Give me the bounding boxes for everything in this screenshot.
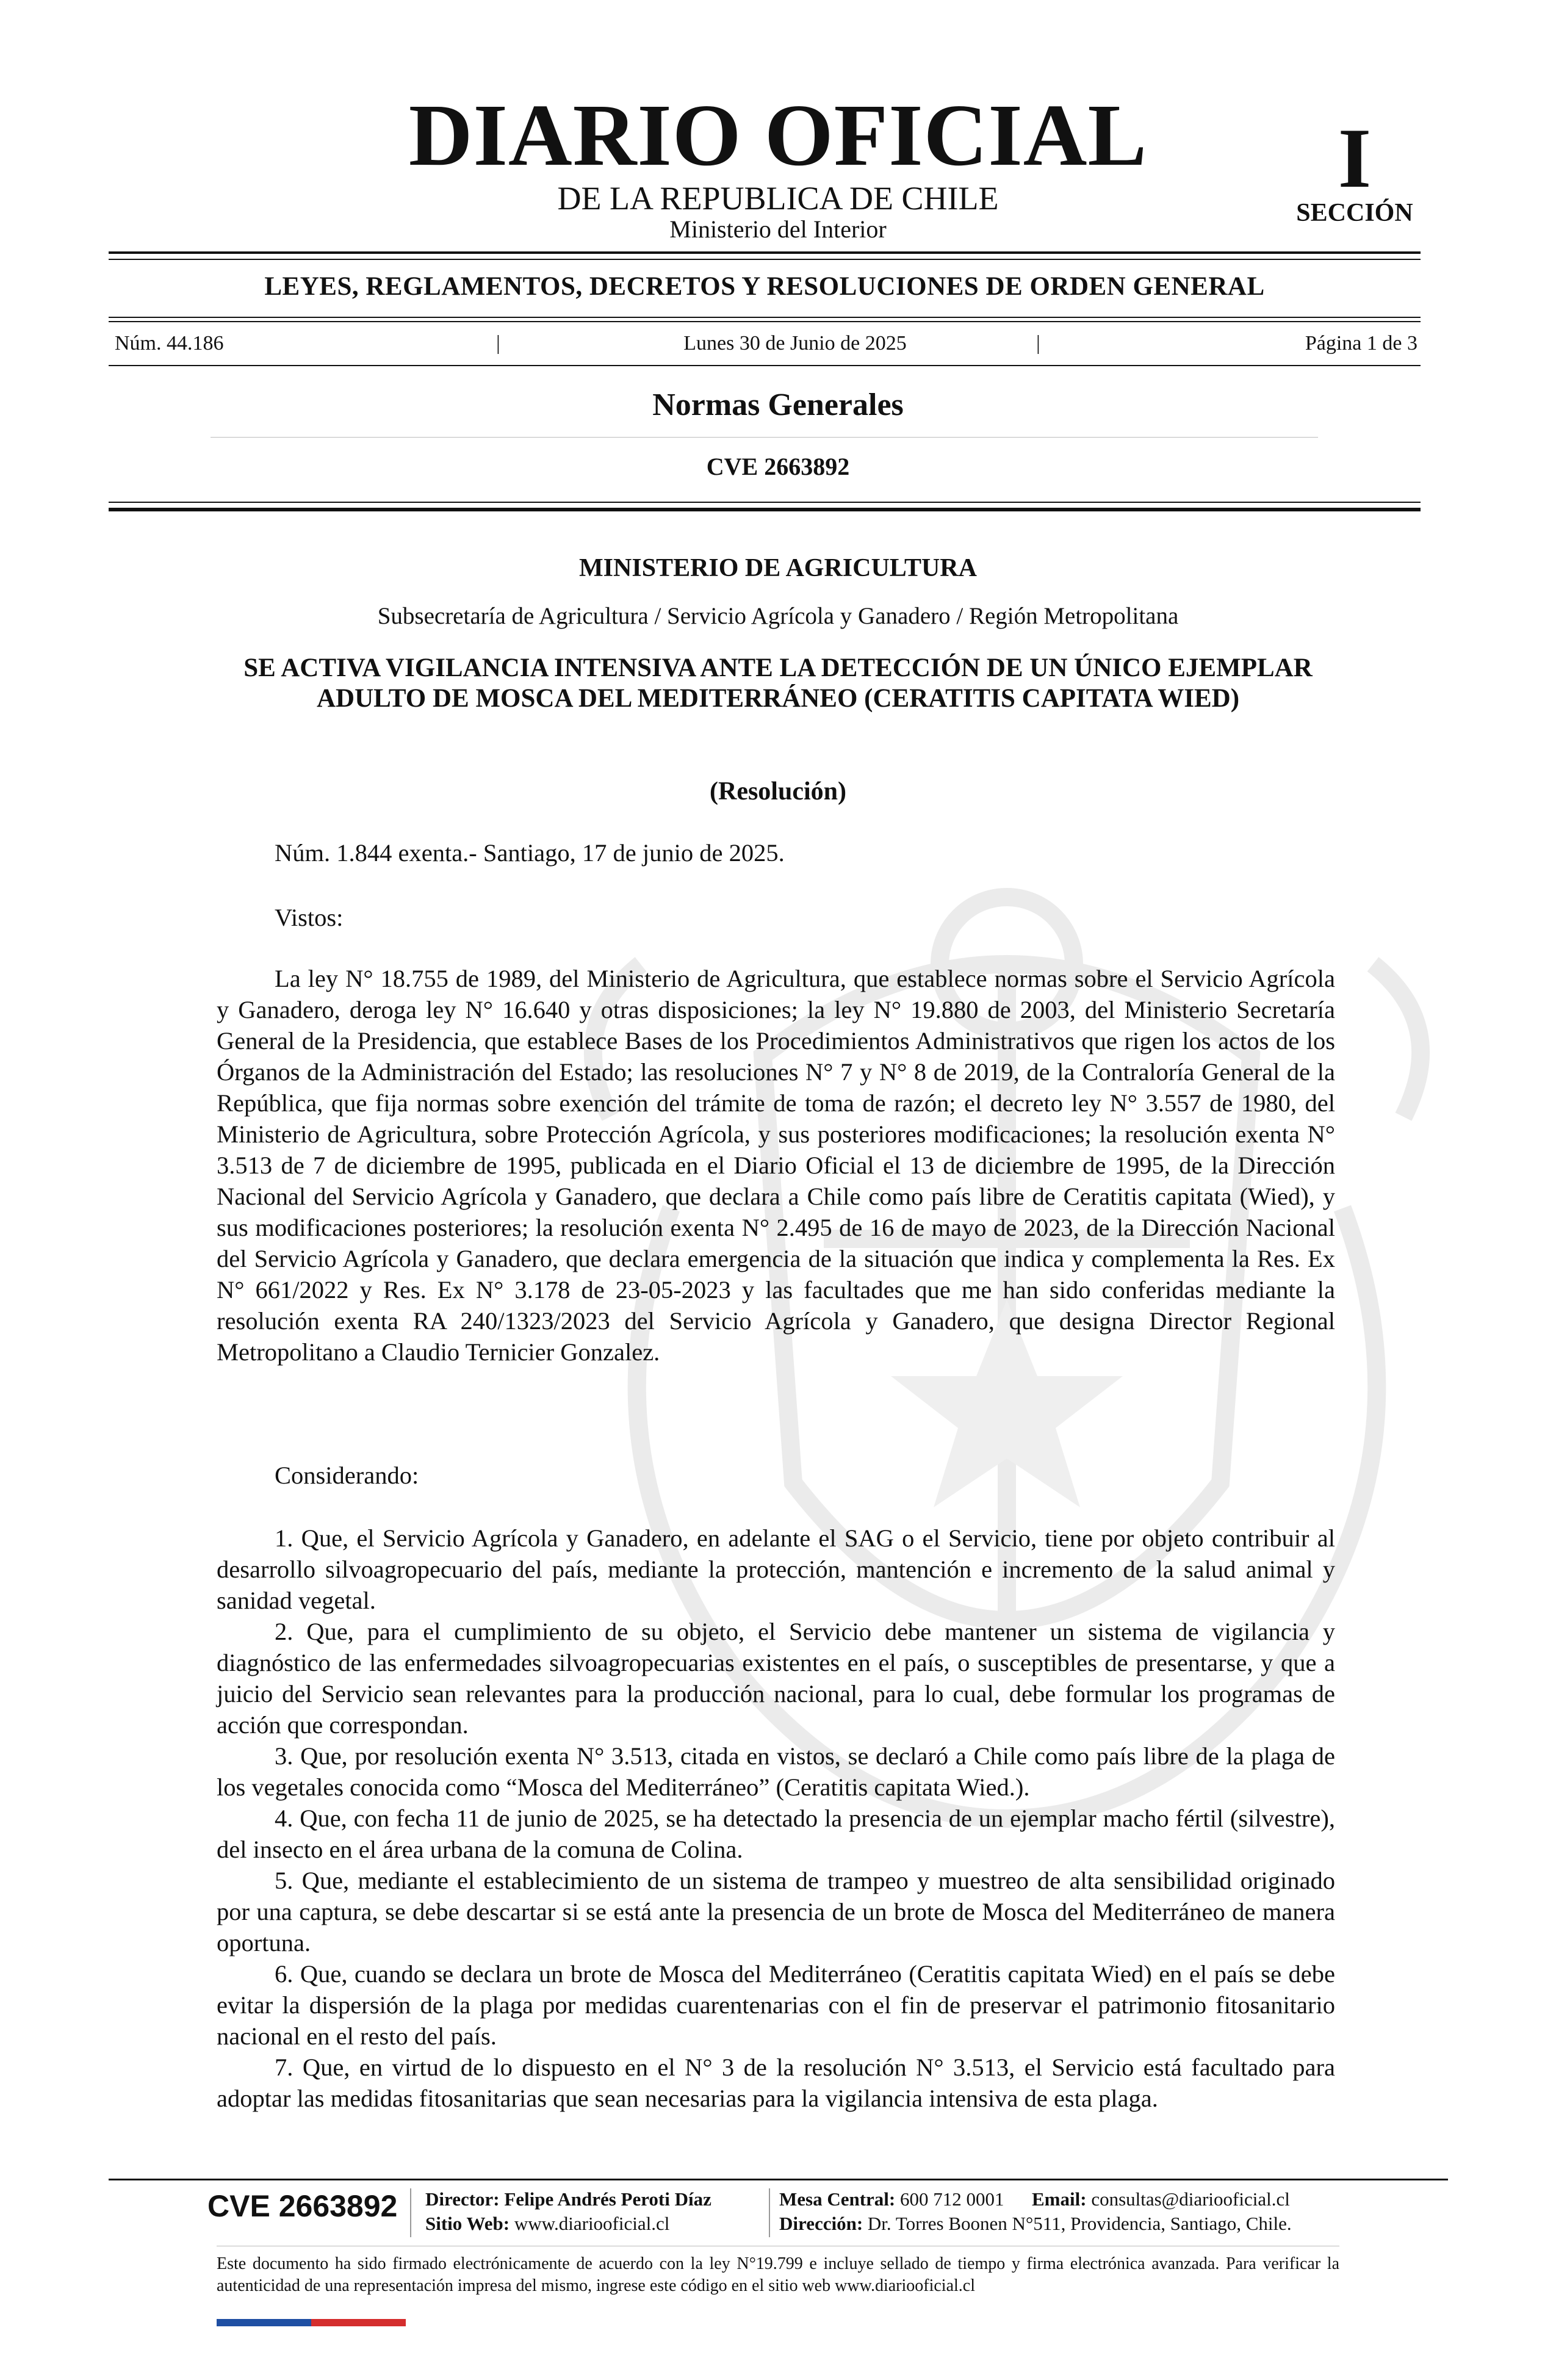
flag-stripe-blue <box>217 2319 311 2326</box>
cve-rule-bottom <box>109 508 1421 511</box>
footer-mesa-central <box>779 2187 1290 2212</box>
masthead-rule-top <box>109 251 1421 254</box>
meta-separator: | <box>1036 332 1040 355</box>
cve-rule-top <box>109 502 1421 503</box>
masthead-rule-bottom <box>109 259 1421 260</box>
website-link[interactable]: www.diariooficial.cl <box>514 2213 670 2234</box>
leyes-banner: LEYES, REGLAMENTOS, DECRETOS Y RESOLUCIONES DE ORDEN GENERAL <box>264 272 1265 301</box>
footer-cve-code: CVE 2663892 <box>207 2189 398 2223</box>
banner-rule-bottom <box>109 321 1421 322</box>
flag-stripe <box>217 2319 406 2326</box>
director-label: Director: <box>425 2188 500 2210</box>
address-label: Dirección: <box>779 2213 863 2234</box>
footer-address <box>779 2212 1292 2236</box>
list-item: 6. Que, cuando se declara un brote de Mosca del Mediterráneo (Ceratitis capitata Wied) en el país se debe evitar la dispersión de la plaga por medidas cuarentenarias con el fin de preservar el patrimonio fitosanitario nacional en el resto del país. <box>217 1960 1335 2050</box>
banner-rule-top <box>109 317 1421 318</box>
ministry-heading: MINISTERIO DE AGRICULTURA <box>579 554 977 582</box>
mesa-phone: 600 712 0001 <box>900 2188 1004 2210</box>
meta-separator: | <box>496 332 500 355</box>
footer-divider <box>769 2188 770 2237</box>
issue-number: Núm. 44.186 <box>115 332 224 355</box>
website-label: Sitio Web: <box>425 2213 510 2234</box>
footer-director <box>425 2187 711 2212</box>
masthead-title: DIARIO OFICIAL <box>408 87 1148 184</box>
subsecretaria-line: Subsecretaría de Agricultura / Servicio Agrícola y Ganadero / Región Metropolitana <box>377 603 1179 629</box>
normas-underline <box>211 437 1318 438</box>
page-number: Página 1 de 3 <box>1305 332 1417 355</box>
considerando-list <box>217 1523 1335 2114</box>
mesa-label: Mesa Central: <box>779 2188 896 2210</box>
list-item: 4. Que, con fecha 11 de junio de 2025, se ha detectado la presencia de un ejemplar macho fértil (silvestre), del insecto en el área urbana de la comuna de Colina. <box>217 1805 1335 1863</box>
considerando-label: Considerando: <box>275 1462 419 1489</box>
list-item: 1. Que, el Servicio Agrícola y Ganadero, en adelante el SAG o el Servicio, tiene por objeto contribuir al desarrollo silvoagropecuario del país, mediante la protección, mantención e incremento de la salud animal y sanidad vegetal. <box>217 1524 1335 1614</box>
cve-code: CVE 2663892 <box>706 453 850 480</box>
footer-website <box>425 2212 669 2236</box>
address-text: Dr. Torres Boonen N°511, Providencia, Santiago, Chile. <box>867 2213 1292 2234</box>
section-numeral: I <box>1338 111 1372 206</box>
vistos-label: Vistos: <box>275 904 344 931</box>
vistos-paragraph: La ley N° 18.755 de 1989, del Ministerio de Agricultura, que establece normas sobre el Servicio Agrícola y Ganadero, deroga ley N° 16.640 y otras disposiciones; la ley N° 19.880 de 2003, del Ministerio Secretaría General de la Presidencia, que establece Bases de los Procedimientos Administrativos que rigen los actos de los Órganos de la Administración del Estado; las resoluciones N° 7 y N° 8 de 2019, de la Contraloría General de la República, que fija normas sobre exención del trámite de toma de razón; el decreto ley N° 3.557 de 1980, del Ministerio de Agricultura, sobre Protección Agrícola, y sus posteriores modificaciones; la resolución exenta N° 3.513 de 7 de diciembre de 1995, publicada en el Diario Oficial el 13 de diciembre de 1995, de la Dirección Nacional del Servicio Agrícola y Ganadero, que declara a Chile como país libre de Ceratitis capitata (Wied), y sus modificaciones posteriores; la resolución exenta N° 2.495 de 16 de mayo de 2023, de la Dirección Nacional del Servicio Agrícola y Ganadero, que declara emergencia de la situación que indica y complementa la Res. Ex N° 661/2022 y Res. Ex N° 3.178 de 23-05-2023 y las facultades que me han sido conferidas mediante la resolución exenta RA 240/1323/2023 del Servicio Agrícola y Ganadero, que designa Director Regional Metropolitano a Claudio Ternicier Gonzalez. <box>217 965 1335 1366</box>
masthead-ministry: Ministerio del Interior <box>669 215 887 243</box>
section-label: SECCIÓN <box>1296 199 1413 227</box>
director-name: Felipe Andrés Peroti Díaz <box>504 2188 711 2210</box>
issue-date: Lunes 30 de Junio de 2025 <box>683 332 907 355</box>
footer-rule <box>109 2179 1448 2180</box>
email-link[interactable]: consultas@diariooficial.cl <box>1091 2188 1290 2210</box>
email-label: Email: <box>1032 2188 1087 2210</box>
resolution-number-line: Núm. 1.844 exenta.- Santiago, 17 de junio de 2025. <box>275 839 785 867</box>
list-item: 3. Que, por resolución exenta N° 3.513, citada en vistos, se declaró a Chile como país libre de la plaga de los vegetales conocida como “Mosca del Mediterráneo” (Ceratitis capitata Wied.). <box>217 1742 1335 1801</box>
resolution-type: (Resolución) <box>710 777 846 806</box>
masthead-subtitle: DE LA REPUBLICA DE CHILE <box>557 180 999 217</box>
meta-rule <box>109 365 1421 366</box>
footer-signature-note: Este documento ha sido firmado electrónicamente de acuerdo con la ley N°19.799 e incluye sellado de tiempo y firma electrónica avanzada. Para verificar la autenticidad de una representación impresa del mismo, ingrese este código en el sitio web www.diariooficial.cl <box>217 2254 1339 2295</box>
section-heading: Normas Generales <box>652 388 904 422</box>
list-item: 2. Que, para el cumplimiento de su objeto, el Servicio debe mantener un sistema de vigilancia y diagnóstico de las enfermedades silvoagropecuarias existentes en el país, o susceptibles de presentarse, y que a juicio del Servicio sean relevantes para la producción nacional, para lo cual, debe formular los programas de acción que correspondan. <box>217 1618 1335 1739</box>
resolution-title: SE ACTIVA VIGILANCIA INTENSIVA ANTE LA DETECCIÓN DE UN ÚNICO EJEMPLAR ADULTO DE MOSCA DEL MEDITERRÁNEO (CERATITIS CAPITATA WIED) <box>243 654 1313 713</box>
list-item: 5. Que, mediante el establecimiento de un sistema de trampeo y muestreo de alta sensibilidad originado por una captura, se debe descartar si se está ante la presencia de un brote de Mosca del Mediterráneo de manera oportuna. <box>217 1867 1335 1956</box>
footer-divider <box>410 2188 411 2237</box>
flag-stripe-red <box>311 2319 406 2326</box>
list-item: 7. Que, en virtud de lo dispuesto en el N° 3 de la resolución N° 3.513, el Servicio está facultado para adoptar las medidas fitosanitarias que sean necesarias para la vigilancia intensiva de esta plaga. <box>217 2054 1335 2112</box>
